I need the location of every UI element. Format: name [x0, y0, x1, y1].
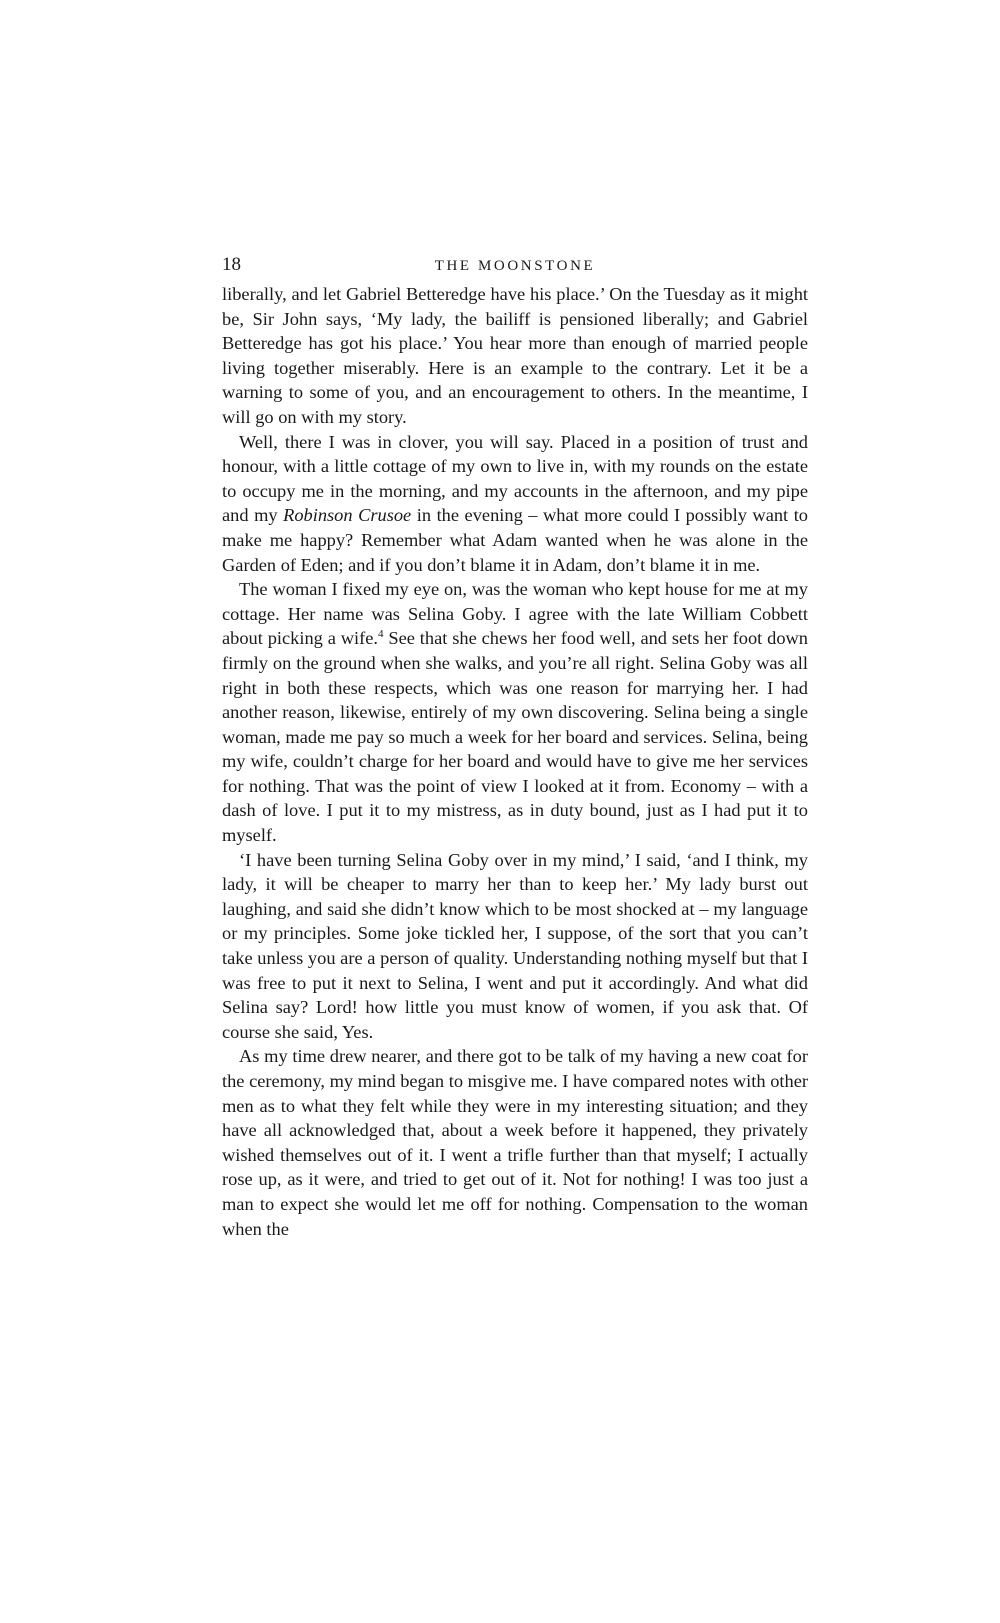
paragraph-3: [222, 577, 808, 848]
paragraph-5: As my time drew nearer, and there got to be talk of my having a new coat for the ceremony, my mind began to misgive me. I have compared notes with other men as to what they felt while they were in my interesting situation; and they have all acknowledged that, about a week before it happened, they privately wished themselves out of it. I went a trifle further than that myself; I actually rose up, as it were, and tried to get out of it. Not for nothing! I was too just a man to expect she would let me off for nothing. Compensation to the woman when the: [222, 1046, 808, 1239]
paragraph-3-text-start: The woman I fixed my eye on, was the woman who kept house for me at my cottage. Her name was Selina Goby. I agree with the late William Cobbett about picking a wife.: [222, 579, 808, 649]
paragraph-1: liberally, and let Gabriel Betteredge have his place.’ On the Tuesday as it might be, Sir John says, ‘My lady, the bailiff is pensioned liberally; and Gabriel Betteredge has got his place.’ You hear more than enough of married people living together miserably. Here is an example to the contrary. Let it be a warning to some of you, and an encouragement to others. In the meantime, I will go on with my story.: [222, 284, 808, 427]
paragraph-3-text-end: See that she chews her food well, and sets her foot down firmly on the ground when she walks, and you’re all right. Selina Goby was all right in both these respects, which was one reason for marrying her. I had another reason, likewise, entirely of my own discovering. Selina being a single woman, made me pay so much a week for her board and services. Selina, being my wife, couldn’t charge for her board and would have to give me her services for nothing. That was the point of view I looked at it from. Economy – with a dash of love. I put it to my mistress, as in duty bound, just as I had put it to myself.: [222, 628, 808, 846]
paragraph-4: ‘I have been turning Selina Goby over in my mind,’ I said, ‘and I think, my lady, it will be cheaper to marry her than to keep her.’ My lady burst out laughing, and said she didn’t know which to be most shocked at – my language or my principles. Some joke tickled her, I suppose, of the sort that you can’t take unless you are a person of quality. Understanding nothing myself but that I was free to put it next to Selina, I went and put it accordingly. And what did Selina say? Lord! how little you must know of women, if you ask that. Of course she said, Yes.: [222, 849, 808, 1042]
book-page: [222, 252, 808, 1241]
book-title: THE MOONSTONE: [434, 258, 596, 274]
footnote-reference[interactable]: 4: [378, 628, 384, 641]
paragraph-2-text-start: Well, there I was in clover, you will say. Placed in a position of trust and honour, with a little cottage of my own to live in, with my rounds on the estate to occupy me in the morning, and my accounts in the afternoon, and my pipe and my: [222, 431, 808, 526]
running-header: [222, 252, 808, 280]
body-text: [222, 282, 808, 1241]
paragraph-2: [222, 430, 808, 578]
book-title-italic: Robinson Crusoe: [283, 505, 412, 526]
paragraph-2-text-end: in the evening – what more could I possibly want to make me happy? Remember what Adam wanted when he was alone in the Garden of Eden; and if you don’t blame it in Adam, don’t blame it in me.: [222, 505, 808, 575]
page-number: 18: [222, 254, 241, 275]
